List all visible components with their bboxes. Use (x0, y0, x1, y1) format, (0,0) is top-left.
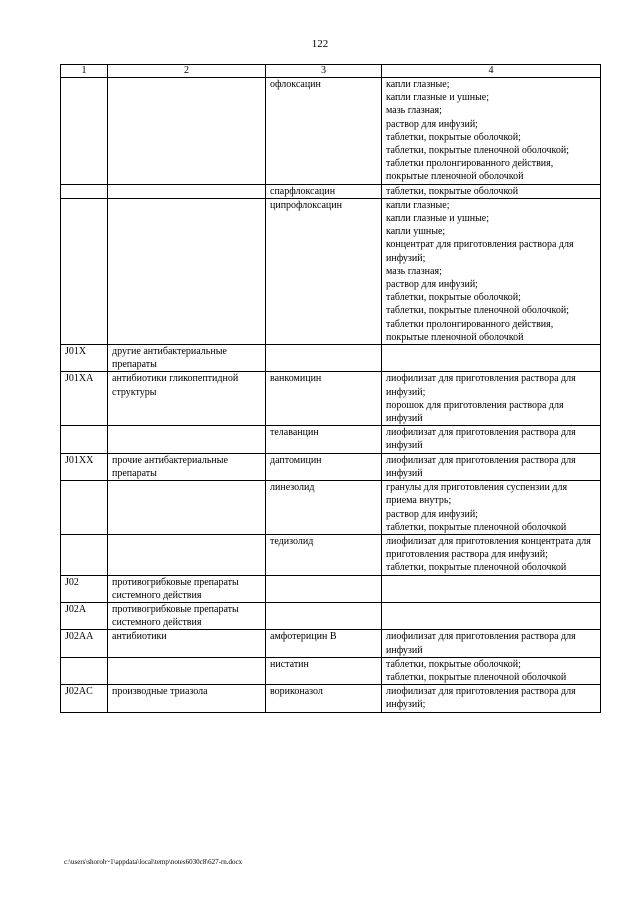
atc-code-cell (61, 534, 108, 575)
atc-code-cell (61, 184, 108, 198)
table-row (61, 345, 601, 372)
table-row (61, 453, 601, 480)
table-row (61, 426, 601, 453)
table-row (61, 685, 601, 712)
dosage-forms-cell: таблетки, покрытые оболочкой (382, 184, 601, 198)
table-row (61, 575, 601, 602)
group-cell: антибиотики (108, 630, 266, 657)
dosage-forms-cell (382, 602, 601, 629)
document-file-path: c:\users\shoroh~1\appdata\local\temp\notes6030c8\627-rn.docx (64, 858, 243, 866)
group-cell (108, 78, 266, 185)
dosage-forms-cell: лиофилизат для приготовления раствора для инфузий (382, 453, 601, 480)
drug-name-cell: вориконазол (266, 685, 382, 712)
page-number: 122 (311, 38, 329, 50)
table-row (61, 657, 601, 684)
dosage-forms-cell: лиофилизат для приготовления раствора для инфузий; (382, 685, 601, 712)
group-cell: производные триазола (108, 685, 266, 712)
atc-code-cell (61, 78, 108, 185)
atc-code-cell: J02 (61, 575, 108, 602)
table-row (61, 372, 601, 426)
drug-name-cell: офлоксацин (266, 78, 382, 185)
drug-name-cell (266, 575, 382, 602)
group-cell: антибиотики гликопептидной структуры (108, 372, 266, 426)
dosage-forms-cell (382, 345, 601, 372)
column-header: 3 (266, 65, 382, 78)
dosage-forms-cell: капли глазные; капли глазные и ушные; капли ушные; концентрат для приготовления раствора для инфузий; мазь глазная; раствор для инфузий; таблетки, покрытые оболочкой; таблетки, покрытые пленочной оболочкой; таблетки пролонгированного действия, покрытые пленочной оболочкой (382, 198, 601, 344)
column-header: 2 (108, 65, 266, 78)
drug-name-cell: амфотерицин В (266, 630, 382, 657)
group-cell (108, 184, 266, 198)
dosage-forms-cell: лиофилизат для приготовления раствора для инфузий (382, 630, 601, 657)
group-cell (108, 198, 266, 344)
drug-name-cell: даптомицин (266, 453, 382, 480)
dosage-forms-cell (382, 575, 601, 602)
group-cell: другие антибактериальные препараты (108, 345, 266, 372)
drug-table (60, 64, 601, 713)
atc-code-cell: J02AA (61, 630, 108, 657)
atc-code-cell (61, 657, 108, 684)
table-header-row (61, 65, 601, 78)
atc-code-cell (61, 426, 108, 453)
atc-code-cell: J02A (61, 602, 108, 629)
drug-name-cell: ципрофлоксацин (266, 198, 382, 344)
dosage-forms-cell: лиофилизат для приготовления концентрата для приготовления раствора для инфузий; таблетки, покрытые пленочной оболочкой (382, 534, 601, 575)
atc-code-cell: J01XA (61, 372, 108, 426)
dosage-forms-cell: гранулы для приготовления суспензии для приема внутрь; раствор для инфузий; таблетки, покрытые пленочной оболочкой (382, 481, 601, 535)
group-cell: противогрибковые препараты системного действия (108, 602, 266, 629)
drug-name-cell: ванкомицин (266, 372, 382, 426)
dosage-forms-cell: лиофилизат для приготовления раствора для инфузий; порошок для приготовления раствора для инфузий (382, 372, 601, 426)
table-row (61, 78, 601, 185)
drug-name-cell (266, 602, 382, 629)
atc-code-cell: J02AC (61, 685, 108, 712)
atc-code-cell (61, 198, 108, 344)
drug-name-cell: тедизолид (266, 534, 382, 575)
drug-name-cell: телаванцин (266, 426, 382, 453)
group-cell: противогрибковые препараты системного действия (108, 575, 266, 602)
group-cell (108, 534, 266, 575)
column-header: 4 (382, 65, 601, 78)
dosage-forms-cell: таблетки, покрытые оболочкой; таблетки, покрытые пленочной оболочкой (382, 657, 601, 684)
drug-name-cell (266, 345, 382, 372)
table-row (61, 630, 601, 657)
atc-code-cell: J01X (61, 345, 108, 372)
dosage-forms-cell: лиофилизат для приготовления раствора для инфузий (382, 426, 601, 453)
column-header: 1 (61, 65, 108, 78)
table-row (61, 602, 601, 629)
drug-name-cell: линезолид (266, 481, 382, 535)
dosage-forms-cell: капли глазные; капли глазные и ушные; мазь глазная; раствор для инфузий; таблетки, покрытые оболочкой; таблетки, покрытые пленочной оболочкой; таблетки пролонгированного действия, покрытые пленочной оболочкой (382, 78, 601, 185)
group-cell (108, 481, 266, 535)
group-cell (108, 426, 266, 453)
table-row (61, 481, 601, 535)
table-row (61, 198, 601, 344)
group-cell (108, 657, 266, 684)
table-body (61, 78, 601, 713)
drug-name-cell: спарфлоксацин (266, 184, 382, 198)
group-cell: прочие антибактериальные препараты (108, 453, 266, 480)
atc-code-cell (61, 481, 108, 535)
drug-name-cell: нистатин (266, 657, 382, 684)
atc-code-cell: J01XX (61, 453, 108, 480)
table-row (61, 534, 601, 575)
table-row (61, 184, 601, 198)
